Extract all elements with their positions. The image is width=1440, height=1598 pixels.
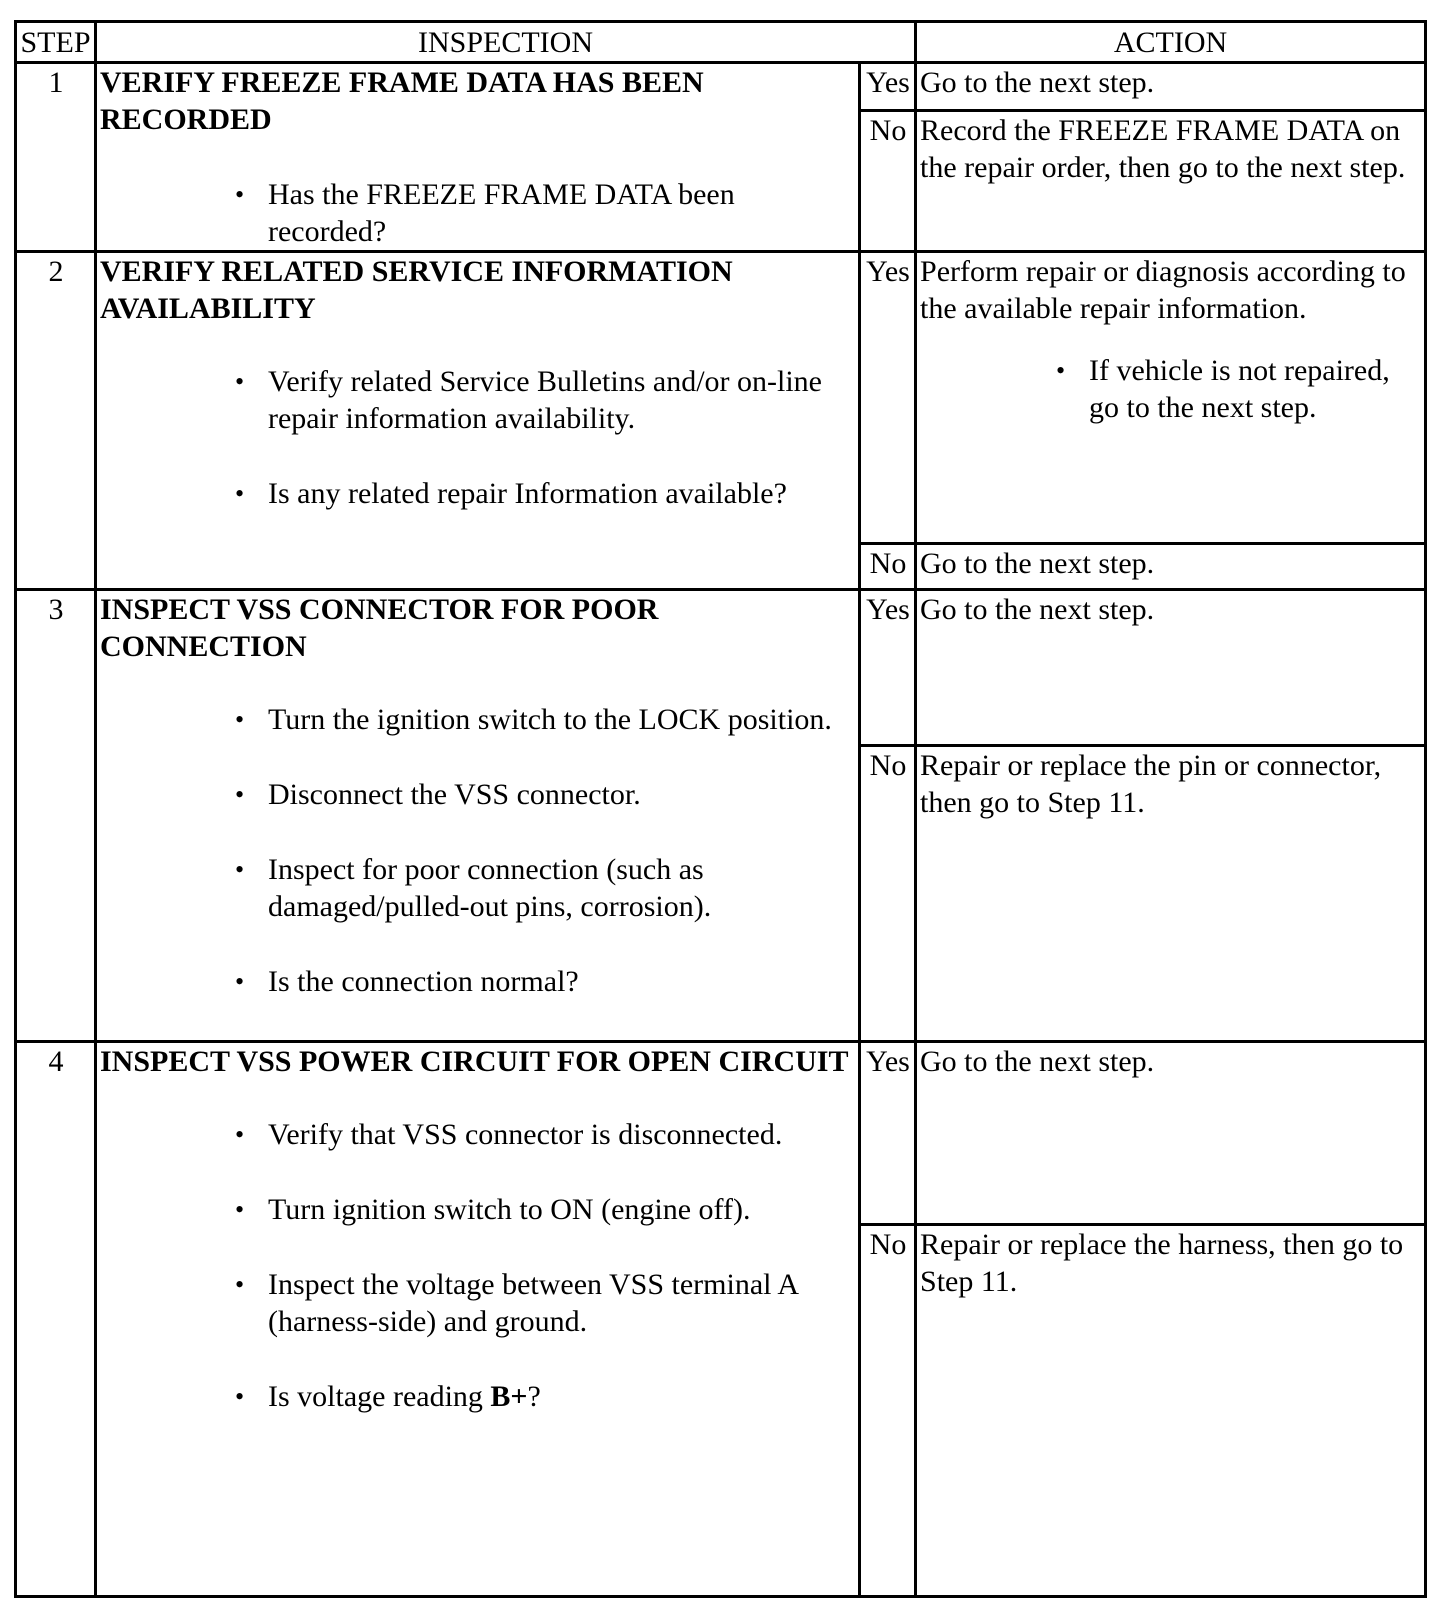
step-title: VERIFY RELATED SERVICE INFORMATION AVAILABILITY — [100, 255, 733, 325]
no-action: Repair or replace the pin or connector, then go to Step 11. — [916, 746, 1426, 1042]
step-number: 2 — [16, 252, 96, 590]
step-inspection — [96, 1042, 860, 1597]
yes-action — [916, 252, 1426, 544]
step-number: 1 — [16, 63, 96, 252]
step-title: VERIFY FREEZE FRAME DATA HAS BEEN RECORDED — [100, 66, 704, 136]
yes-label: Yes — [860, 252, 916, 544]
step-title: INSPECT VSS CONNECTOR FOR POOR CONNECTION — [100, 593, 659, 663]
yes-label: Yes — [860, 1042, 916, 1225]
yes-action: Go to the next step. — [916, 1042, 1426, 1225]
inspection-item: • Inspect the voltage between VSS terminal A (harness-side) and ground. — [268, 1266, 856, 1340]
step-title: INSPECT VSS POWER CIRCUIT FOR OPEN CIRCUIT — [100, 1045, 849, 1078]
inspection-item: • Is any related repair Information available? — [268, 475, 856, 512]
table-header-row — [16, 22, 1426, 63]
yes-action: Go to the next step. — [916, 63, 1426, 111]
no-label: No — [860, 544, 916, 590]
no-label: No — [860, 746, 916, 1042]
inspection-item: • Verify that VSS connector is disconnected. — [268, 1116, 856, 1153]
step-number: 4 — [16, 1042, 96, 1597]
header-inspection: INSPECTION — [96, 22, 916, 63]
inspection-list — [100, 176, 856, 250]
inspection-list — [100, 363, 856, 512]
inspection-item-text: Is voltage reading — [268, 1380, 491, 1413]
step-number: 3 — [16, 590, 96, 1042]
step-4-yes-row — [16, 1042, 1426, 1225]
step-inspection — [96, 252, 860, 590]
inspection-item-suffix: ? — [527, 1380, 541, 1413]
no-action: Repair or replace the harness, then go to Step 11. — [916, 1225, 1426, 1597]
no-action: Go to the next step. — [916, 544, 1426, 590]
inspection-item: • Turn the ignition switch to the LOCK position. — [268, 701, 856, 738]
header-step: STEP — [16, 22, 96, 63]
action-list — [920, 352, 1422, 426]
diagnostic-table — [14, 20, 1427, 1598]
step-2-yes-row — [16, 252, 1426, 544]
inspection-list — [100, 701, 856, 1000]
inspection-item: • Turn ignition switch to ON (engine off). — [268, 1191, 856, 1228]
inspection-list — [100, 1116, 856, 1415]
no-label: No — [860, 1225, 916, 1597]
b-plus-value: B+ — [490, 1380, 528, 1413]
inspection-item: • Disconnect the VSS connector. — [268, 776, 856, 813]
inspection-item: • Is the connection normal? — [268, 963, 856, 1000]
inspection-item: • Inspect for poor connection (such as damaged/pulled-out pins, corrosion). — [268, 851, 856, 925]
no-label: No — [860, 111, 916, 252]
yes-label: Yes — [860, 63, 916, 111]
step-inspection — [96, 590, 860, 1042]
header-action: ACTION — [916, 22, 1426, 63]
yes-action: Go to the next step. — [916, 590, 1426, 746]
inspection-item — [268, 1378, 856, 1415]
inspection-item: • Verify related Service Bulletins and/or on-line repair information availability. — [268, 363, 856, 437]
inspection-item: • Has the FREEZE FRAME DATA been recorded? — [268, 176, 856, 250]
action-item: • If vehicle is not repaired, go to the next step. — [1089, 352, 1422, 426]
step-1-yes-row — [16, 63, 1426, 111]
step-inspection — [96, 63, 860, 252]
yes-action-text: Perform repair or diagnosis according to the available repair information. — [920, 255, 1406, 325]
yes-label: Yes — [860, 590, 916, 746]
step-3-yes-row — [16, 590, 1426, 746]
no-action: Record the FREEZE FRAME DATA on the repair order, then go to the next step. — [916, 111, 1426, 252]
